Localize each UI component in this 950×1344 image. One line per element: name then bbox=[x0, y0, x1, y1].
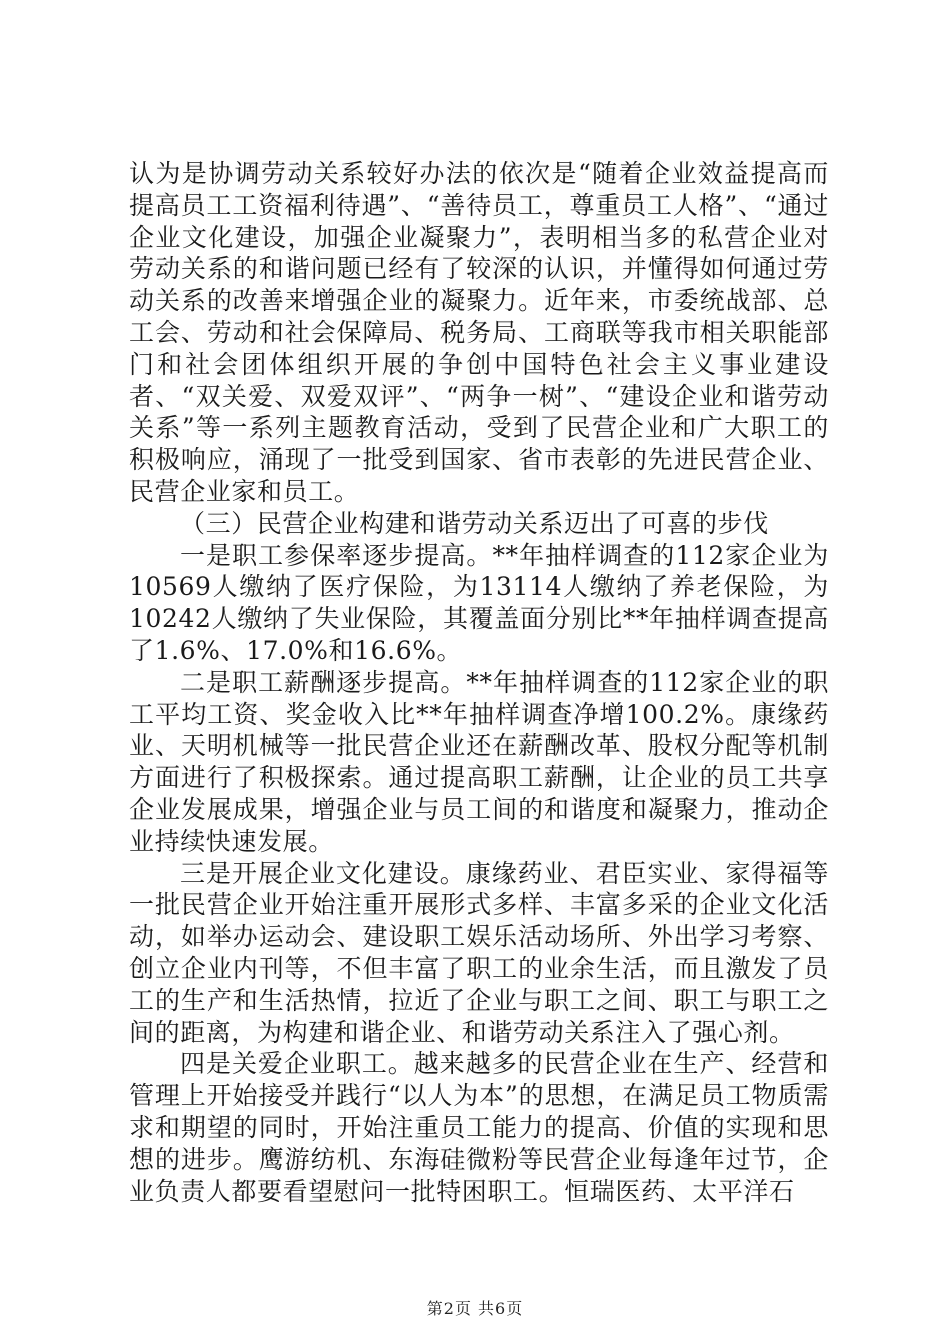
paragraph-culture: 三是开展企业文化建设。康缘药业、君臣实业、家得福等一批民营企业开始注重开展形式多样、丰富多采的企业文化活动，如举办运动会、建设职工娱乐活动场所、外出学习考察、创立企业内刊等，不但丰富了职工的业余生活，而且激发了员工的生产和生活热情，拉近了企业与职工之间、职工与职工之间的距离，为构建和谐企业、和谐劳动关系注入了强心剂。 bbox=[129, 858, 829, 1047]
paragraph-salary: 二是职工薪酬逐步提高。**年抽样调查的112家企业的职工平均工资、奖金收入比**年抽样调查净增100.2%。康缘药业、天明机械等一批民营企业还在薪酬改革、股权分配等机制方面进行了积极探索。通过提高职工薪酬，让企业的员工共享企业发展成果，增强企业与员工间的和谐度和凝聚力，推动企业持续快速发展。 bbox=[129, 667, 829, 856]
paragraph-insurance: 一是职工参保率逐步提高。**年抽样调查的112家企业为10569人缴纳了医疗保险，为13114人缴纳了养老保险，为10242人缴纳了失业保险，其覆盖面分别比**年抽样调查提高了1.6%、17.0%和16.6%。 bbox=[129, 540, 829, 665]
section-heading: （三）民营企业构建和谐劳动关系迈出了可喜的步伐 bbox=[180, 508, 769, 538]
page-footer: 第2页 共6页 bbox=[426, 1299, 524, 1318]
paragraph-continuation: 认为是协调劳动关系较好办法的依次是“随着企业效益提高而提高员工工资福利待遇”、“善待员工，尊重员工人格”、“通过企业文化建设，加强企业凝聚力”，表明相当多的私营企业对劳动关系的和谐问题已经有了较深的认识，并懂得如何通过劳动关系的改善来增强企业的凝聚力。近年来，市委统战部、总工会、劳动和社会保障局、税务局、工商联等我市相关职能部门和社会团体组织开展的争创中国特色社会主义事业建设者、“双关爱、双爱双评”、“两争一树”、“建设企业和谐劳动关系”等一系列主题教育活动，受到了民营企业和广大职工的积极响应，涌现了一批受到国家、省市表彰的先进民营企业、民营企业家和员工。 bbox=[129, 159, 829, 506]
document-body bbox=[129, 158, 829, 1207]
paragraph-care: 四是关爱企业职工。越来越多的民营企业在生产、经营和管理上开始接受并践行“以人为本”的思想，在满足员工物质需求和期望的同时，开始注重员工能力的提高、价值的实现和思想的进步。鹰游纺机、东海硅微粉等民营企业每逢年过节，企业负责人都要看望慰问一批特困职工。恒瑞医药、太平洋石 bbox=[129, 1049, 829, 1206]
